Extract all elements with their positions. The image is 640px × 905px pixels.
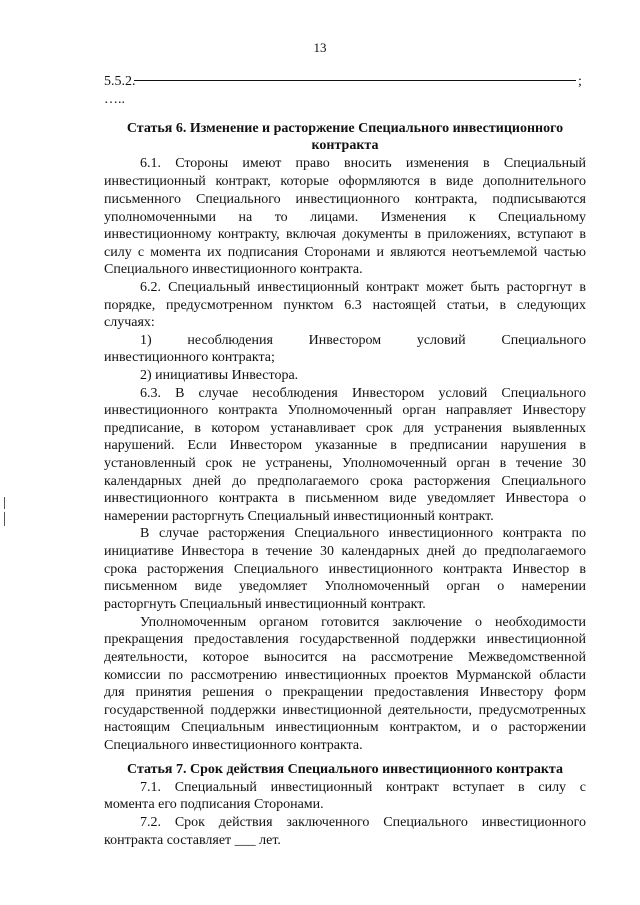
text-line: В случае расторжения Специального инвестиционного контракта по <box>140 526 586 541</box>
text-line: случаях: <box>104 315 155 330</box>
text-line: 7.2. Срок действия заключенного Специального инвестиционного <box>140 815 586 830</box>
margin-mark <box>4 512 5 526</box>
text-line: расторгнуть Специальный инвестиционный контракт. <box>104 597 426 612</box>
text-line: контракта составляет ___ лет. <box>104 833 281 848</box>
text-line: инвестиционному контракту, включая документы в приложениях, вступают в <box>104 227 586 242</box>
text-line: срока расторжения Специального инвестиционного контракта Инвестор в <box>104 562 586 577</box>
text-line: календарных дней до предполагаемого срока расторжения Специального <box>104 474 586 489</box>
text-line: инвестиционного контракта Уполномоченный орган направляет Инвестору <box>104 403 586 418</box>
text-line: государственной поддержки инвестиционной деятельности, предусмотренных <box>104 703 586 718</box>
text-line: письменном виде уведомляет Уполномоченный орган о намерении <box>104 579 586 594</box>
text-line: предписание, в котором устанавливает срок для устранения выявленных <box>104 421 586 436</box>
page-number: 13 <box>313 40 327 55</box>
text-line: силу с момента их подписания Сторонами и являются неотъемлемой частью <box>104 245 586 260</box>
text-line: порядке, предусмотренном пунктом 6.3 настоящей статьи, в следующих <box>104 298 586 313</box>
text-line: установленный срок не устранены, Уполномоченный орган в течение 30 <box>104 456 586 471</box>
text-line: инвестиционного контракта в письменном виде уведомляет Инвестора о <box>104 491 586 506</box>
text-line: письменного Специального инвестиционного контракта, подписываются <box>104 192 586 207</box>
text-line: уполномоченными на то лицами. Изменения к Специальному <box>104 210 586 225</box>
clause-5-5-2-blank-line <box>134 80 576 81</box>
margin-mark <box>4 497 5 509</box>
text-line: нарушений. Если Инвестором указанные в предписании нарушения в <box>104 438 586 453</box>
text-line: деятельности, которое выносится на рассмотрение Межведомственной <box>104 650 586 665</box>
text-line: 6.1. Стороны имеют право вносить изменения в Специальный <box>140 156 586 171</box>
text-line: инициативе Инвестора в течение 30 календарных дней до предполагаемого <box>104 544 586 559</box>
article-heading-line: Статья 6. Изменение и расторжение Специального инвестиционного <box>126 121 564 136</box>
text-line: комиссии по рассмотрению инвестиционных проектов Мурманской области <box>104 668 586 683</box>
article-heading-line: Статья 7. Срок действия Специального инвестиционного контракта <box>127 762 563 777</box>
text-line: инвестиционный контракт, которые оформляются в виде дополнительного <box>104 174 586 189</box>
article-heading-line: контракта <box>311 138 379 153</box>
clause-5-5-2-end: ; <box>578 74 582 89</box>
text-line: прекращения предоставления государственной поддержки инвестиционной <box>104 632 586 647</box>
clause-5-5-2-number: 5.5.2. <box>104 74 136 89</box>
text-line: Уполномоченным органом готовится заключение о необходимости <box>140 615 586 630</box>
text-line: 6.2. Специальный инвестиционный контракт может быть расторгнут в <box>140 280 586 295</box>
text-line: настоящим Специальным инвестиционным контрактом, и о расторжении <box>104 720 586 735</box>
ellipsis: ….. <box>104 92 125 107</box>
text-line: 7.1. Специальный инвестиционный контракт вступает в силу с <box>140 780 586 795</box>
text-line: 6.3. В случае несоблюдения Инвестором условий Специального <box>140 386 586 401</box>
text-line: Специального инвестиционного контракта. <box>104 262 363 277</box>
text-line: 2) инициативы Инвестора. <box>140 368 299 383</box>
text-line: намерении расторгнуть Специальный инвестиционный контракт. <box>104 509 494 524</box>
text-line: момента его подписания Сторонами. <box>104 797 324 812</box>
text-line: Специального инвестиционного контракта. <box>104 738 363 753</box>
text-line: 1) несоблюдения Инвестором условий Специального <box>140 333 586 348</box>
text-line: для принятия решения о прекращении предоставления Инвестору форм <box>104 685 586 700</box>
text-line: инвестиционного контракта; <box>104 350 275 365</box>
